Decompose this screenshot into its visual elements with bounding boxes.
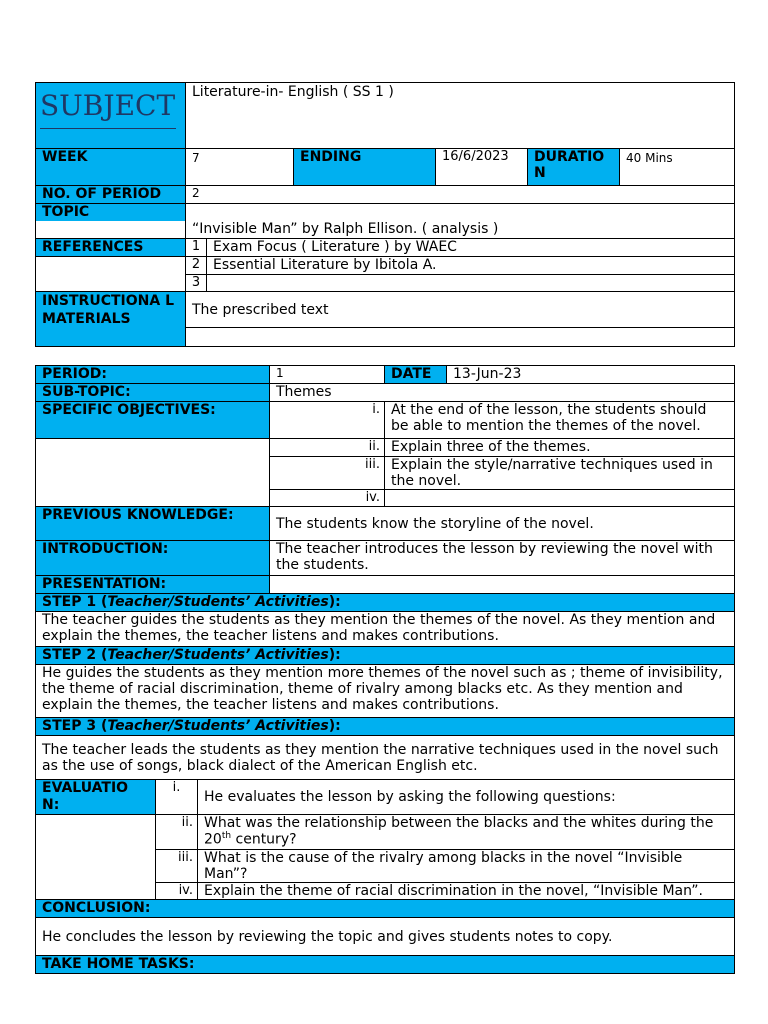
step-2-text: He guides the students as they mention more themes of the novel such as ; theme of invisibility, the theme of racial discrimination, theme of rivalry among blacks etc. As they mention and explain the themes, the teacher listens and makes contributions. [36,665,735,718]
objective-number: iii. [270,457,385,490]
introduction-label: INTRODUCTION: [36,541,270,576]
duration-value: 40 Mins [620,149,735,186]
periods-label: NO. OF PERIOD [36,186,186,204]
presentation-blank [270,576,735,594]
week-value: 7 [186,149,294,186]
takehome-label: TAKE HOME TASKS: [36,956,735,974]
evaluation-item: Explain the theme of racial discrimination in the novel, “Invisible Man”. [198,883,735,900]
objective-number: ii. [270,439,385,457]
date-label: DATE [385,366,447,384]
reference-item: Exam Focus ( Literature ) by WAEC [207,239,735,257]
reference-number: 3 [186,275,207,292]
evaluation-item-text: What was the relationship between the blacks and the whites during the 20 [204,815,714,848]
evaluation-item: He evaluates the lesson by asking the following questions: [198,780,735,815]
step-label: STEP 2 [42,647,97,663]
objective-item: Explain the style/narrative techniques used in the novel. [385,457,735,490]
presentation-label: PRESENTATION: [36,576,270,594]
subtopic-value: Themes [270,384,735,402]
reference-item: Essential Literature by Ibitola A. [207,257,735,275]
step-label: STEP 3 [42,718,97,734]
references-label-spacer [36,257,186,292]
previous-label: PREVIOUS KNOWLEDGE: [36,507,270,541]
step-label: STEP 1 [42,594,97,610]
ending-label: ENDING [294,149,436,186]
duration-label: DURATIO N [528,149,620,186]
subtopic-label: SUB-TOPIC: [36,384,270,402]
objective-item: At the end of the lesson, the students should be able to mention the themes of the novel. [385,402,735,439]
subject-label-cell [36,83,186,149]
objective-number: i. [270,402,385,439]
topic-label-spacer [36,221,186,239]
materials-value: The prescribed text [186,292,735,328]
subject-value: Literature-in- English ( SS 1 ) [186,83,735,149]
week-label: WEEK [36,149,186,186]
objective-item: Explain three of the themes. [385,439,735,457]
step-1-header: STEP 1 (Teacher/Students’ Activities): [36,594,735,612]
evaluation-item [198,815,735,850]
evaluation-number: i. [156,780,198,815]
step-activity: Teacher/Students’ Activities [107,718,329,734]
topic-label: TOPIC [36,204,186,221]
evaluation-number: ii. [156,815,198,850]
evaluation-item-text-end: century? [231,831,297,848]
objectives-label-spacer [36,439,270,507]
objectives-label: SPECIFIC OBJECTIVES: [36,402,270,439]
topic-spacer [186,204,735,221]
step-activity: Teacher/Students’ Activities [107,647,329,663]
ending-value: 16/6/2023 [436,149,528,186]
materials-label: INSTRUCTIONA L MATERIALS [36,292,186,347]
introduction-value: The teacher introduces the lesson by reviewing the novel with the students. [270,541,735,576]
evaluation-item-sup: th [221,831,232,841]
lesson-table [35,365,735,974]
materials-blank [186,328,735,347]
references-label: REFERENCES [36,239,186,257]
step-3-header: STEP 3 (Teacher/Students’ Activities): [36,718,735,736]
evaluation-label: EVALUATIO N: [36,780,156,815]
objective-number: iv. [270,490,385,507]
reference-item [207,275,735,292]
header-table [35,82,735,347]
step-2-header: STEP 2 (Teacher/Students’ Activities): [36,647,735,665]
conclusion-label: CONCLUSION: [36,900,735,918]
evaluation-number: iv. [156,883,198,900]
period-value: 1 [270,366,385,384]
evaluation-label-spacer [36,815,156,900]
step-activity: Teacher/Students’ Activities [107,594,329,610]
evaluation-item: What is the cause of the rivalry among blacks in the novel “Invisible Man”? [198,850,735,883]
reference-number: 2 [186,257,207,275]
period-label: PERIOD: [36,366,270,384]
conclusion-value: He concludes the lesson by reviewing the topic and gives students notes to copy. [36,918,735,956]
objective-item [385,490,735,507]
subject-label: SUBJECT [40,85,176,129]
step-3-text: The teacher leads the students as they mention the narrative techniques used in the novel such as the use of songs, black dialect of the American English etc. [36,736,735,780]
periods-value: 2 [186,186,735,204]
reference-number: 1 [186,239,207,257]
previous-value: The students know the storyline of the novel. [270,507,735,541]
step-1-text: The teacher guides the students as they mention the themes of the novel. As they mention and explain the themes, the teacher listens and makes contributions. [36,612,735,647]
evaluation-number: iii. [156,850,198,883]
topic-value: “Invisible Man” by Ralph Ellison. ( analysis ) [186,221,735,239]
date-value: 13-Jun-23 [447,366,735,384]
